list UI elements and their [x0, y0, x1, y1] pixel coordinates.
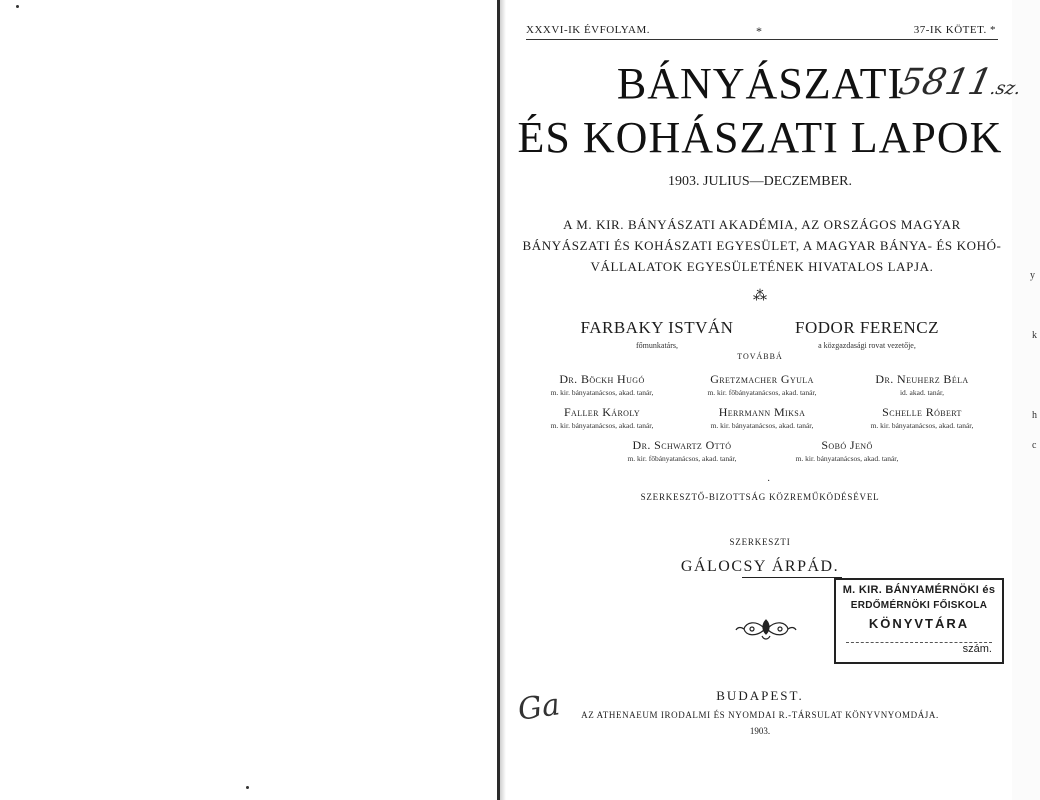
contributor-name: Schelle Róbert	[882, 405, 962, 419]
main-editor-role: a közgazdasági rovat vezetője,	[818, 341, 916, 350]
main-editor-role: főmunkatárs,	[636, 341, 678, 350]
publication-period: 1903. JULIUS—DECZEMBER.	[668, 174, 852, 189]
paper-speck	[246, 786, 249, 789]
imprint-city: BUDAPEST.	[716, 688, 804, 703]
contributor-role: id. akad. tanár,	[899, 388, 945, 397]
journal-description: A M. KIR. BÁNYÁSZATI AKADÉMIA, AZ ORSZÁGOS MAGYAR BÁNYÁSZATI ÉS KOHÁSZATI EGYESÜLET, A MAGYAR BÁNYA- ÉS KOHÓ-VÁLLALATOK EGYESÜLETÉNEK HIVATALOS LAPJA.	[522, 217, 1002, 274]
handwritten-number: 5811	[895, 62, 996, 103]
next-page-edge	[1012, 0, 1040, 800]
header-star: *	[756, 24, 763, 38]
contributor-role: m. kir. bányatanácsos, akad. tanár,	[870, 421, 974, 430]
next-page-fragment: h	[1032, 410, 1037, 421]
chief-editor: GÁLOCSY ÁRPÁD.	[680, 558, 840, 575]
separator-dot: ·	[767, 476, 771, 487]
gutter-shadow	[500, 0, 506, 800]
imprint-printer: AZ ATHENAEUM IRODALMI ÉS NYOMDAI R.-TÁRSULAT KÖNYVNYOMDÁJA.	[581, 710, 939, 720]
contributor	[842, 405, 1002, 430]
main-editor-name: FODOR FERENCZ	[795, 318, 939, 337]
contributor-name: Gretzmacher Gyula	[710, 372, 814, 386]
contributor-name: Sobó Jenő	[821, 438, 873, 452]
contributor-role: m. kir. bányatanácsos, akad. tanár,	[710, 421, 814, 430]
stamp-line-1: M. KIR. BÁNYAMÉRNÖKI és	[842, 584, 996, 596]
contributor-role: m. kir. főbányatanácsos, akad. tanár,	[627, 454, 737, 463]
contributor	[767, 438, 927, 463]
main-editor-name: FARBAKY ISTVÁN	[580, 318, 734, 337]
contributor	[602, 438, 762, 463]
title-page	[512, 0, 1023, 800]
edited-by-label: SZERKESZTI	[729, 537, 791, 547]
contributor-role: m. kir. bányatanácsos, akad. tanár,	[550, 388, 654, 397]
contributor-name: Dr. Böckh Hugó	[559, 372, 645, 386]
header-volume: 37-IK KÖTET. *	[913, 24, 996, 36]
left-blank-page	[0, 0, 500, 800]
next-page-fragment: k	[1032, 330, 1037, 341]
next-page-fragment: y	[1030, 270, 1035, 281]
asterism-ornament: ⁂	[753, 289, 767, 304]
cooperation-line: SZERKESZTŐ-BIZOTTSÁG KÖZREMŰKÖDÉSÉVEL	[640, 492, 880, 502]
header-volume-year: XXXVI-IK ÉVFOLYAM.	[526, 24, 651, 36]
handwritten-signature: Ga	[515, 687, 563, 728]
contributor-role: m. kir. főbányatanácsos, akad. tanár,	[707, 388, 817, 397]
contributor	[842, 372, 1002, 397]
title-line-2: ÉS KOHÁSZATI LAPOK	[517, 113, 1003, 162]
handwritten-shelf-number	[896, 62, 1027, 103]
title-line-1: BÁNYÁSZATI	[616, 59, 904, 108]
contributor-role: m. kir. bányatanácsos, akad. tanár,	[550, 421, 654, 430]
contributor-name: Faller Károly	[563, 405, 641, 419]
paper-speck	[16, 5, 19, 8]
next-page-fragment: c	[1032, 440, 1037, 451]
imprint-year: 1903.	[749, 726, 771, 736]
handwritten-suffix: .sz.	[988, 78, 1023, 99]
contributor-name: Dr. Neuherz Béla	[875, 372, 969, 386]
also-label: TOVÁBBÁ	[737, 352, 783, 361]
contributor	[682, 405, 842, 430]
editor-underline	[742, 577, 842, 578]
contributor-name: Herrmann Miksa	[718, 405, 806, 419]
stamp-number-field: szám.	[846, 642, 992, 655]
fleuron-ornament	[734, 616, 798, 642]
header-rule	[526, 39, 998, 40]
library-stamp	[834, 578, 1004, 664]
contributor	[522, 372, 682, 397]
contributor-role: m. kir. bányatanácsos, akad. tanár,	[795, 454, 899, 463]
contributor-name: Dr. Schwartz Ottó	[632, 438, 732, 452]
contributor	[682, 372, 842, 397]
stamp-line-2: ERDŐMÉRNÖKI FŐISKOLA	[850, 600, 988, 611]
contributor	[522, 405, 682, 430]
stamp-line-3: KÖNYVTÁRA	[868, 616, 970, 631]
